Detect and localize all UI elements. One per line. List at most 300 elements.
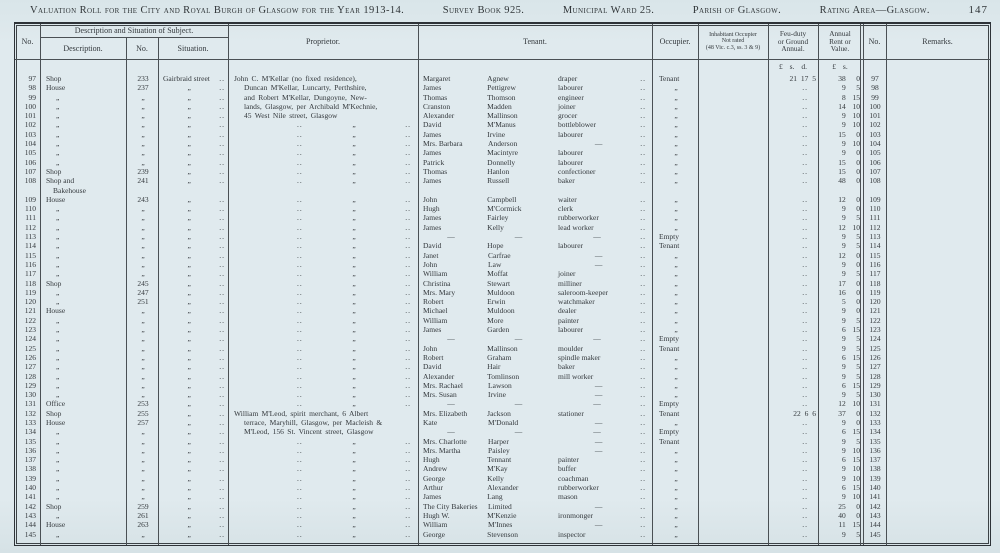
tenant-forename: James (423, 213, 442, 223)
table-row (16, 176, 989, 195)
ditto-dots: .. (640, 83, 646, 93)
description-cell: „ (56, 315, 60, 325)
ditto-dots: .. (219, 148, 225, 158)
ditto-dots: .. (219, 343, 225, 353)
tenant-surname: Campbell (487, 194, 517, 204)
description-cell: „ (56, 529, 60, 539)
feu-duty-cell: .. (802, 101, 808, 111)
house-number-cell: „ (141, 445, 145, 455)
table-row (16, 530, 989, 539)
table-row (16, 288, 989, 297)
ditto-dots: .. (640, 390, 646, 400)
table-row (16, 83, 989, 92)
entry-number-right: 137 (869, 455, 881, 465)
annual-rent-cell: 9 10 (841, 120, 860, 130)
inhabitant-occupier-cell (699, 362, 769, 371)
annual-rent-cell: 9 10 (841, 492, 860, 502)
tenant-forename: James (423, 492, 442, 502)
tenant-cell (419, 409, 653, 418)
occupier-cell: „ (674, 129, 678, 139)
table-row (16, 316, 989, 325)
annual-rent-cell: 37 0 (838, 408, 860, 418)
ditto-dots: .. (219, 417, 225, 427)
tenant-surname: Garden (487, 325, 510, 335)
entry-number: 98 (28, 83, 36, 93)
ditto-dots: .. (640, 445, 646, 455)
entry-number: 136 (24, 445, 36, 455)
description-cell: „ (56, 111, 60, 121)
ditto-dots: .. (219, 510, 225, 520)
feu-duty-cell: .. (802, 120, 808, 130)
description-cell: „ (56, 259, 60, 269)
table-row (16, 483, 989, 492)
entry-number: 121 (24, 306, 36, 316)
proprietor-cell: William M'Leod, spirit merchant, 6 Albert (234, 408, 369, 418)
house-number-cell: 237 (137, 83, 149, 93)
table-row (16, 223, 989, 232)
proprietor-cell: .. „ .. (297, 166, 411, 176)
ditto-dots: .. (219, 204, 225, 214)
feu-duty-cell: .. (802, 306, 808, 316)
ditto-dots: .. (219, 315, 225, 325)
situation-cell: „ .. (159, 372, 229, 381)
entry-number: 117 (25, 269, 36, 279)
tenant-occupation: labourer (558, 83, 584, 93)
inhabitant-occupier-cell (699, 297, 769, 306)
description-cell: „ (56, 325, 60, 335)
occupier-cell: „ (674, 455, 678, 465)
tenant-forename: — (447, 427, 455, 437)
ditto-dots: .. (640, 483, 646, 493)
table-row (16, 269, 989, 278)
entry-number: 124 (24, 334, 36, 344)
remarks-cell (887, 139, 989, 148)
situation-cell: „ .. (159, 204, 229, 213)
house-number-cell: „ (141, 371, 145, 381)
remarks-cell (887, 427, 989, 436)
entry-number: 112 (25, 222, 36, 232)
proprietor-cell: .. „ .. (297, 455, 411, 465)
ditto-dots: .. (640, 148, 646, 158)
house-number-cell: „ (141, 204, 145, 214)
occupier-cell: Tenant (659, 408, 680, 418)
description-cell: Office (46, 399, 66, 409)
table-row (16, 74, 989, 83)
table-row (16, 520, 989, 529)
tenant-surname: — (514, 399, 523, 409)
entry-number: 116 (25, 259, 36, 269)
tenant-occupation: labourer (558, 157, 584, 167)
situation-cell: „ .. (159, 344, 229, 353)
entry-number: 126 (24, 352, 36, 362)
tenant-surname: Kelly (487, 473, 504, 483)
occupier-cell: „ (674, 306, 678, 316)
tenant-cell (419, 102, 653, 111)
ditto-dots: .. (640, 455, 646, 465)
table-row (16, 297, 989, 306)
situation-cell: „ .. (159, 213, 229, 222)
annual-rent-cell: 9 5 (841, 269, 860, 279)
table-row (16, 344, 989, 353)
feu-duty-cell: .. (802, 334, 808, 344)
table-row (16, 325, 989, 334)
ditto-dots: .. (640, 213, 646, 223)
tenant-occupation: — (594, 520, 603, 530)
house-number-cell: „ (141, 455, 145, 465)
annual-rent-cell: 9 5 (841, 343, 860, 353)
tenant-cell (419, 464, 653, 473)
tenant-occupation: dealer (558, 306, 577, 316)
situation-cell: „ .. (159, 437, 229, 446)
tenant-cell (419, 372, 653, 381)
feu-duty-cell: .. (802, 222, 808, 232)
tenant-surname: Limited (488, 501, 512, 511)
tenant-surname: Law (488, 259, 502, 269)
proprietor-cell: .. „ .. (297, 399, 411, 409)
description-cell: „ (56, 139, 60, 149)
situation-cell: „ .. (159, 399, 229, 408)
situation-cell: „ .. (159, 325, 229, 334)
entry-number-right: 134 (869, 427, 881, 437)
annual-rent-cell: 5 0 (841, 297, 860, 307)
tenant-cell (419, 167, 653, 176)
tenant-forename: James (423, 325, 442, 335)
occupier-cell: „ (674, 176, 678, 186)
remarks-cell (887, 195, 989, 204)
occupier-cell: „ (674, 101, 678, 111)
tenant-forename: Mrs. Martha (423, 445, 461, 455)
inhabitant-occupier-cell (699, 204, 769, 213)
ditto-dots: .. (219, 157, 225, 167)
remarks-cell (887, 111, 989, 120)
inhabitant-occupier-cell (699, 455, 769, 464)
tenant-occupation: — (594, 417, 603, 427)
description-cell: Shop (46, 408, 62, 418)
house-number-cell: 239 (137, 166, 149, 176)
house-number-cell: „ (141, 157, 145, 167)
inhabitant-occupier-cell (699, 74, 769, 83)
annual-rent-cell: 9 5 (841, 362, 860, 372)
ditto-dots: .. (219, 139, 225, 149)
municipal-ward-label: Municipal Ward 25. (562, 5, 655, 16)
inhabitant-occupier-cell (699, 530, 769, 539)
tenant-forename: Mrs. Barbara (423, 139, 463, 149)
tenant-cell (419, 269, 653, 278)
feu-duty-cell: .. (802, 529, 808, 539)
tenant-occupation: baker (558, 362, 575, 372)
entry-number-right: 131 (869, 399, 881, 409)
situation-cell: „ .. (159, 455, 229, 464)
ditto-dots: .. (640, 120, 646, 130)
occupier-cell: Tenant (659, 436, 680, 446)
tenant-surname: Lawson (488, 380, 512, 390)
occupier-cell: „ (674, 269, 678, 279)
tenant-forename: — (447, 334, 455, 344)
entry-number-right: 133 (869, 417, 881, 427)
tenant-surname: Irvine (488, 390, 506, 400)
proprietor-cell: M'Leod, 156 St. Vincent street, Glasgow (244, 427, 374, 437)
annual-rent-cell: 40 0 (838, 510, 860, 520)
entry-number-right: 117 (869, 269, 881, 279)
ditto-dots: .. (640, 352, 646, 362)
entry-number: 129 (24, 380, 36, 390)
entry-number: 125 (24, 343, 36, 353)
tenant-occupation: — (593, 334, 601, 344)
annual-rent-cell: 14 10 (838, 101, 860, 111)
annual-rent-cell: 9 5 (841, 334, 860, 344)
entry-number-right: 145 (869, 529, 881, 539)
tenant-occupation: milliner (558, 278, 582, 288)
occupier-cell: „ (674, 390, 678, 400)
situation-cell: „ .. (159, 288, 229, 297)
tenant-surname: M'Kenzie (487, 510, 517, 520)
occupier-cell: „ (674, 297, 678, 307)
tenant-forename: Thomas (423, 92, 448, 102)
occupier-cell: „ (674, 92, 678, 102)
tenant-cell (419, 502, 653, 511)
tenant-occupation: grocer (558, 111, 578, 121)
inhabitant-occupier-cell (699, 418, 769, 427)
house-number-cell: „ (141, 222, 145, 232)
entry-number-right: 104 (869, 139, 881, 149)
house-number-cell: „ (141, 259, 145, 269)
inhabitant-occupier-cell (699, 520, 769, 529)
remarks-cell (887, 83, 989, 92)
remarks-cell (887, 102, 989, 111)
tenant-occupation: — (594, 259, 603, 269)
house-number-cell: „ (141, 269, 145, 279)
situation-cell: „ .. (159, 306, 229, 315)
entry-number-right: 103 (869, 129, 881, 139)
tenant-cell (419, 455, 653, 464)
feu-duty-cell: .. (802, 343, 808, 353)
ditto-dots: .. (219, 232, 225, 242)
remarks-cell (887, 446, 989, 455)
house-number-cell: „ (141, 92, 145, 102)
table-row (16, 427, 989, 436)
entry-number-right: 106 (869, 157, 881, 167)
tenant-surname: Hope (487, 241, 504, 251)
tenant-surname: Anderson (488, 139, 518, 149)
proprietor-cell: .. „ .. (297, 520, 411, 530)
proprietor-cell: terrace, Maryhill, Glasgow, per Macleish & (244, 417, 383, 427)
remarks-cell (887, 399, 989, 408)
ditto-dots: .. (640, 417, 646, 427)
tenant-surname: Irvine (487, 129, 506, 139)
situation-cell: „ .. (159, 158, 229, 167)
tenant-forename: Hugh W. (423, 510, 450, 520)
table-row (16, 111, 989, 120)
entry-number: 103 (24, 129, 36, 139)
entry-number: 144 (24, 520, 36, 530)
house-number-cell: 247 (137, 287, 149, 297)
description-cell: „ (56, 371, 60, 381)
feu-duty-cell: .. (802, 483, 808, 493)
occupier-cell: Empty (659, 334, 679, 344)
entry-number: 110 (25, 204, 36, 214)
situation-cell: „ .. (159, 316, 229, 325)
annual-rent-cell: 15 0 (838, 129, 860, 139)
tenant-forename: Mrs. Rachael (423, 380, 463, 390)
ditto-dots: .. (640, 269, 646, 279)
entry-number-right: 140 (869, 483, 881, 493)
tenant-occupation: ironmonger (558, 510, 594, 520)
ditto-dots: .. (640, 427, 646, 437)
col-header-occupier: Occupier. (659, 37, 691, 46)
house-number-cell: „ (141, 213, 145, 223)
situation-cell: „ .. (159, 83, 229, 92)
remarks-cell (887, 223, 989, 232)
tenant-cell (419, 362, 653, 371)
survey-book-label: Survey Book 925. (442, 5, 525, 16)
entry-number: 118 (25, 278, 36, 288)
tenant-cell (419, 530, 653, 539)
inhabitant-occupier-cell (699, 390, 769, 399)
tenant-occupation: painter (558, 315, 579, 325)
description-cell: „ (56, 250, 60, 260)
remarks-cell (887, 297, 989, 306)
tenant-cell (419, 260, 653, 269)
proprietor-cell: .. „ .. (297, 287, 411, 297)
tenant-surname: Russell (487, 176, 510, 186)
entry-number-right: 127 (869, 362, 881, 372)
entry-number: 108 (24, 176, 36, 186)
table-row (16, 362, 989, 371)
feu-duty-cell: .. (802, 390, 808, 400)
table-row (16, 232, 989, 241)
description-cell: „ (56, 334, 60, 344)
ditto-dots: .. (219, 176, 225, 186)
tenant-surname: M'Donald (488, 417, 519, 427)
situation-cell: „ .. (159, 446, 229, 455)
tenant-forename: Kate (423, 417, 438, 427)
annual-rent-cell: 9 10 (841, 139, 860, 149)
proprietor-cell: .. „ .. (297, 148, 411, 158)
tenant-cell (419, 83, 653, 92)
feu-duty-cell: .. (802, 445, 808, 455)
table-row (16, 334, 989, 343)
ditto-dots: .. (640, 510, 646, 520)
tenant-occupation: — (593, 232, 601, 242)
tenant-cell (419, 316, 653, 325)
tenant-occupation: waiter (558, 194, 577, 204)
tenant-forename: Patrick (423, 157, 445, 167)
description-cell: „ (56, 101, 60, 111)
situation-cell: „ .. (159, 492, 229, 501)
tenant-cell (419, 288, 653, 297)
proprietor-cell: .. „ .. (297, 120, 411, 130)
remarks-cell (887, 511, 989, 520)
remarks-cell (887, 288, 989, 297)
remarks-cell (887, 176, 989, 195)
remarks-cell (887, 530, 989, 539)
feu-duty-cell: .. (802, 510, 808, 520)
inhabitant-occupier-cell (699, 120, 769, 129)
remarks-cell (887, 372, 989, 381)
tenant-occupation: joiner (558, 101, 576, 111)
entry-number-right: 110 (869, 204, 881, 214)
page-number: 147 (968, 4, 988, 16)
tenant-cell (419, 446, 653, 455)
entry-number-right: 113 (869, 232, 881, 242)
inhabitant-occupier-cell (699, 437, 769, 446)
ditto-dots: .. (640, 74, 646, 83)
proprietor-cell: .. „ .. (297, 529, 411, 539)
feu-duty-cell: .. (802, 194, 808, 204)
remarks-cell (887, 492, 989, 501)
table-row (16, 251, 989, 260)
occupier-cell: „ (674, 111, 678, 121)
inhabitant-occupier-cell (699, 176, 769, 195)
inhabitant-occupier-cell (699, 288, 769, 297)
entry-number-right: 98 (871, 83, 879, 93)
ditto-dots: .. (640, 325, 646, 335)
tenant-forename: David (423, 120, 442, 130)
entry-number-right: 139 (869, 473, 881, 483)
tenant-cell (419, 297, 653, 306)
occupier-cell: „ (674, 194, 678, 204)
entry-number: 138 (24, 464, 36, 474)
tenant-forename: David (423, 362, 442, 372)
ditto-dots: .. (219, 259, 225, 269)
proprietor-cell: .. „ .. (297, 176, 411, 186)
table-row (16, 502, 989, 511)
tenant-cell (419, 279, 653, 288)
ditto-dots: .. (219, 111, 225, 121)
description-cell: „ (56, 120, 60, 130)
proprietor-cell: .. „ .. (297, 343, 411, 353)
ditto-dots: .. (640, 204, 646, 214)
proprietor-cell: .. „ .. (297, 213, 411, 223)
tenant-forename: Cranston (423, 101, 451, 111)
ditto-dots: .. (219, 325, 225, 335)
proprietor-cell: .. „ .. (297, 157, 411, 167)
inhabitant-occupier-cell (699, 381, 769, 390)
entry-number: 100 (24, 101, 36, 111)
annual-rent-cell: 17 0 (838, 278, 860, 288)
entry-number-right: 144 (869, 520, 881, 530)
entry-number-right: 105 (869, 148, 881, 158)
proprietor-cell: .. „ .. (297, 306, 411, 316)
house-number-cell: „ (141, 529, 145, 539)
situation-cell: „ .. (159, 381, 229, 390)
house-number-cell: „ (141, 129, 145, 139)
ditto-dots: .. (219, 399, 225, 409)
table-row (16, 464, 989, 473)
ditto-dots: .. (219, 74, 225, 83)
tenant-occupation: labourer (558, 241, 584, 251)
tenant-cell (419, 418, 653, 427)
feu-duty-cell: .. (802, 473, 808, 483)
entry-number-right: 119 (869, 287, 881, 297)
entry-number: 143 (24, 510, 36, 520)
inhabitant-occupier-cell (699, 483, 769, 492)
annual-rent-cell: 9 5 (841, 315, 860, 325)
tenant-forename: William (423, 269, 448, 279)
ditto-dots: .. (640, 436, 646, 446)
house-number-cell: „ (141, 390, 145, 400)
inhabitant-occupier-cell (699, 195, 769, 204)
house-number-cell: 233 (137, 74, 149, 83)
feu-duty-cell: 22 6 6 (793, 408, 816, 418)
situation-cell: „ .. (159, 483, 229, 492)
annual-rent-cell: 16 0 (838, 287, 860, 297)
ditto-dots: .. (219, 362, 225, 372)
description-cell: „ (56, 436, 60, 446)
annual-rent-cell: 6 15 (841, 455, 860, 465)
rent-units-label: £ s. (832, 62, 848, 71)
description-cell: „ (56, 352, 60, 362)
